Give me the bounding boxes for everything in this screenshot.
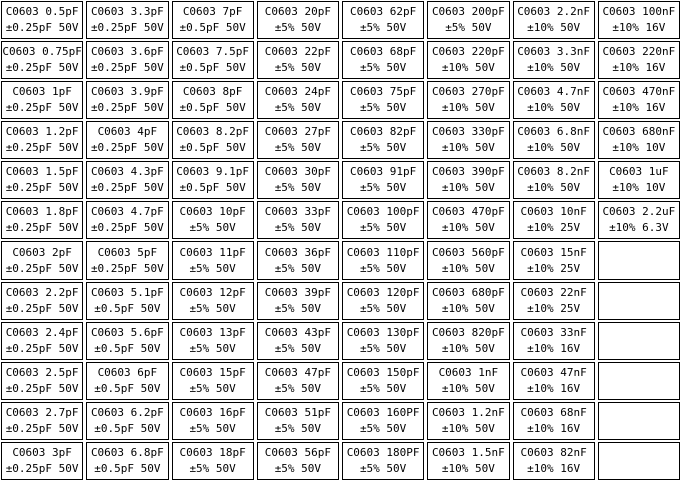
capacitor-cell: [513, 442, 595, 480]
part-label: C0603 5.1pF: [90, 285, 164, 299]
part-label: C0603 5pF: [97, 245, 158, 259]
tolerance-voltage-label: ±10% 16V: [527, 461, 581, 475]
part-label: C0603 7.5pF: [176, 45, 250, 59]
part-label: C0603 2.4pF: [5, 325, 79, 339]
part-label: C0603 22nF: [520, 285, 587, 299]
part-label: C0603 330pF: [431, 125, 505, 139]
part-label: C0603 51pF: [264, 405, 331, 419]
tolerance-voltage-label: ±5% 50V: [274, 381, 322, 395]
capacitor-cell: [427, 81, 509, 119]
tolerance-voltage-label: ±0.25pF 50V: [90, 221, 164, 235]
part-label: C0603 36pF: [264, 245, 331, 259]
part-label: C0603 11pF: [179, 245, 246, 259]
tolerance-voltage-label: ±5% 50V: [359, 461, 407, 475]
capacitor-cell: [1, 322, 83, 360]
part-label: C0603 18pF: [179, 445, 246, 459]
capacitor-cell: [86, 442, 168, 480]
tolerance-voltage-label: ±5% 50V: [274, 141, 322, 155]
tolerance-voltage-label: ±0.5pF 50V: [94, 381, 161, 395]
capacitor-cell: [86, 161, 168, 199]
tolerance-voltage-label: ±5% 50V: [274, 341, 322, 355]
capacitor-cell: [86, 241, 168, 279]
tolerance-voltage-label: ±5% 50V: [359, 341, 407, 355]
tolerance-voltage-label: ±0.5pF 50V: [179, 61, 246, 75]
part-label: C0603 270pF: [431, 85, 505, 99]
capacitor-cell: [598, 201, 680, 239]
capacitor-cell: [257, 161, 339, 199]
capacitor-cell: [257, 362, 339, 400]
part-label: C0603 1.8pF: [5, 205, 79, 219]
capacitor-cell: [1, 241, 83, 279]
part-label: C0603 24pF: [264, 85, 331, 99]
tolerance-voltage-label: ±5% 50V: [274, 181, 322, 195]
part-label: C0603 75pF: [350, 85, 417, 99]
tolerance-voltage-label: ±5% 50V: [359, 381, 407, 395]
tolerance-voltage-label: ±0.25pF 50V: [5, 461, 79, 475]
capacitor-cell: [598, 161, 680, 199]
tolerance-voltage-label: ±0.25pF 50V: [5, 101, 79, 115]
tolerance-voltage-label: ±5% 50V: [274, 101, 322, 115]
part-label: C0603 6.2pF: [90, 405, 164, 419]
part-label: C0603 820pF: [431, 325, 505, 339]
capacitor-cell: [172, 442, 254, 480]
tolerance-voltage-label: ±10% 10V: [612, 141, 666, 155]
capacitor-cell: [257, 201, 339, 239]
tolerance-voltage-label: ±0.25pF 50V: [5, 21, 79, 35]
part-label: C0603 2.2uF: [602, 205, 676, 219]
tolerance-voltage-label: ±0.25pF 50V: [5, 381, 79, 395]
part-label: C0603 3.6pF: [90, 45, 164, 59]
tolerance-voltage-label: ±10% 50V: [441, 101, 495, 115]
capacitor-cell: [172, 81, 254, 119]
tolerance-voltage-label: ±10% 50V: [441, 261, 495, 275]
capacitor-cell: [1, 362, 83, 400]
tolerance-voltage-label: ±5% 50V: [189, 341, 236, 355]
tolerance-voltage-label: ±10% 50V: [441, 421, 495, 435]
part-label: C0603 6pF: [97, 365, 158, 379]
part-label: C0603 2pF: [12, 245, 72, 259]
part-label: C0603 3.9pF: [90, 85, 164, 99]
capacitor-cell: [513, 1, 595, 39]
capacitor-cell: [342, 282, 424, 320]
part-label: C0603 4.7pF: [90, 205, 164, 219]
part-label: C0603 8.2nF: [517, 165, 591, 179]
capacitor-cell: [172, 282, 254, 320]
capacitor-cell: [342, 241, 424, 279]
part-label: C0603 130pF: [346, 325, 420, 339]
tolerance-voltage-label: ±5% 50V: [189, 381, 236, 395]
part-label: C0603 12pF: [179, 285, 246, 299]
tolerance-voltage-label: ±10% 50V: [527, 61, 581, 75]
part-label: C0603 62pF: [350, 5, 417, 19]
part-label: C0603 1nF: [438, 365, 499, 379]
part-label: C0603 3.3pF: [90, 5, 164, 19]
capacitor-cell: [427, 322, 509, 360]
part-label: C0603 8pF: [182, 85, 243, 99]
tolerance-voltage-label: ±0.5pF 50V: [94, 301, 161, 315]
part-label: C0603 10nF: [520, 205, 587, 219]
capacitor-cell: [427, 201, 509, 239]
tolerance-voltage-label: ±10% 50V: [527, 181, 581, 195]
capacitor-cell: [342, 121, 424, 159]
tolerance-voltage-label: ±10% 25V: [527, 261, 581, 275]
capacitor-cell: [86, 282, 168, 320]
capacitor-cell: [257, 41, 339, 79]
part-label: C0603 0.75pF: [2, 45, 82, 59]
part-label: C0603 2.2pF: [5, 285, 79, 299]
tolerance-voltage-label: ±10% 16V: [527, 341, 581, 355]
capacitor-cell: [172, 201, 254, 239]
capacitor-cell: [1, 121, 83, 159]
part-label: C0603 39pF: [264, 285, 331, 299]
part-label: C0603 4.7nF: [517, 85, 591, 99]
tolerance-voltage-label: ±5% 50V: [274, 461, 322, 475]
part-label: C0603 470nF: [602, 85, 676, 99]
tolerance-voltage-label: ±5% 50V: [359, 21, 407, 35]
capacitor-cell: [598, 81, 680, 119]
capacitor-cell: [172, 1, 254, 39]
capacitor-cell: [86, 41, 168, 79]
part-label: C0603 6.8nF: [517, 125, 591, 139]
part-label: C0603 33pF: [264, 205, 331, 219]
tolerance-voltage-label: ±10% 16V: [612, 61, 666, 75]
capacitor-cell: [257, 442, 339, 480]
capacitor-cell: [172, 402, 254, 440]
part-label: C0603 8.2pF: [176, 125, 250, 139]
capacitor-cell: [513, 201, 595, 239]
tolerance-voltage-label: ±10% 50V: [527, 101, 581, 115]
part-label: C0603 33nF: [520, 325, 587, 339]
capacitor-cell: [86, 402, 168, 440]
capacitor-cell: [342, 161, 424, 199]
capacitor-cell: [427, 402, 509, 440]
tolerance-voltage-label: ±10% 50V: [441, 221, 495, 235]
part-label: C0603 1.2nF: [431, 405, 505, 419]
capacitor-cell: [513, 402, 595, 440]
tolerance-voltage-label: ±5% 50V: [274, 61, 322, 75]
capacitor-cell: [1, 402, 83, 440]
tolerance-voltage-label: ±10% 25V: [527, 301, 581, 315]
tolerance-voltage-label: ±5% 50V: [359, 301, 407, 315]
tolerance-voltage-label: ±0.5pF 50V: [179, 181, 246, 195]
part-label: C0603 1pF: [12, 85, 72, 99]
capacitor-cell: [257, 121, 339, 159]
part-label: C0603 4pF: [97, 125, 158, 139]
tolerance-voltage-label: ±0.25pF 50V: [90, 101, 164, 115]
tolerance-voltage-label: ±0.25pF 50V: [5, 261, 79, 275]
tolerance-voltage-label: ±0.25pF 50V: [5, 341, 79, 355]
part-label: C0603 3.3nF: [517, 45, 591, 59]
capacitor-cell: [86, 121, 168, 159]
tolerance-voltage-label: ±5% 50V: [274, 301, 322, 315]
part-label: C0603 160PF: [346, 405, 420, 419]
tolerance-voltage-label: ±5% 50V: [274, 261, 322, 275]
tolerance-voltage-label: ±0.25pF 50V: [5, 141, 79, 155]
tolerance-voltage-label: ±0.5pF 50V: [94, 341, 161, 355]
part-label: C0603 82nF: [520, 445, 587, 459]
part-label: C0603 1.2pF: [5, 125, 79, 139]
part-label: C0603 7pF: [182, 5, 243, 19]
part-label: C0603 150pF: [346, 365, 420, 379]
part-label: C0603 680pF: [431, 285, 505, 299]
capacitor-cell: [257, 402, 339, 440]
capacitor-cell: [1, 282, 83, 320]
capacitor-cell: [513, 121, 595, 159]
tolerance-voltage-label: ±10% 50V: [441, 461, 495, 475]
part-label: C0603 2.7pF: [5, 405, 79, 419]
tolerance-voltage-label: ±0.5pF 50V: [179, 21, 246, 35]
capacitor-cell: [257, 282, 339, 320]
capacitor-cell: [513, 81, 595, 119]
capacitor-cell: [513, 282, 595, 320]
tolerance-voltage-label: ±10% 50V: [527, 21, 581, 35]
part-label: C0603 6.8pF: [90, 445, 164, 459]
tolerance-voltage-label: ±0.25pF 50V: [90, 141, 164, 155]
tolerance-voltage-label: ±0.25pF 50V: [5, 221, 79, 235]
capacitor-cell: [342, 442, 424, 480]
capacitor-cell: [598, 402, 680, 440]
capacitor-cell: [427, 282, 509, 320]
capacitor-cell: [86, 322, 168, 360]
capacitor-cell: [513, 362, 595, 400]
tolerance-voltage-label: ±5% 50V: [359, 141, 407, 155]
capacitor-cell: [598, 121, 680, 159]
capacitor-cell: [598, 41, 680, 79]
part-label: C0603 9.1pF: [176, 165, 250, 179]
part-label: C0603 3pF: [12, 445, 72, 459]
tolerance-voltage-label: ±0.5pF 50V: [94, 421, 161, 435]
tolerance-voltage-label: ±10% 50V: [441, 181, 495, 195]
part-label: C0603 390pF: [431, 165, 505, 179]
capacitor-cell: [342, 402, 424, 440]
tolerance-voltage-label: ±5% 50V: [189, 461, 236, 475]
capacitor-cell: [172, 121, 254, 159]
capacitor-cell: [427, 1, 509, 39]
capacitor-value-grid: [1, 1, 680, 480]
capacitor-cell: [427, 121, 509, 159]
tolerance-voltage-label: ±10% 6.3V: [609, 221, 669, 235]
tolerance-voltage-label: ±0.5pF 50V: [179, 101, 246, 115]
part-label: C0603 1.5pF: [5, 165, 79, 179]
tolerance-voltage-label: ±0.25pF 50V: [5, 301, 79, 315]
capacitor-cell: [86, 1, 168, 39]
part-label: C0603 470pF: [431, 205, 505, 219]
capacitor-cell: [342, 201, 424, 239]
tolerance-voltage-label: ±10% 16V: [527, 421, 581, 435]
part-label: C0603 20pF: [264, 5, 331, 19]
part-label: C0603 68nF: [520, 405, 587, 419]
capacitor-cell: [172, 322, 254, 360]
tolerance-voltage-label: ±0.25pF 50V: [5, 61, 79, 75]
part-label: C0603 10pF: [179, 205, 246, 219]
part-label: C0603 200pF: [431, 5, 505, 19]
tolerance-voltage-label: ±5% 50V: [359, 61, 407, 75]
part-label: C0603 2.2nF: [517, 5, 591, 19]
capacitor-cell: [342, 362, 424, 400]
tolerance-voltage-label: ±5% 50V: [189, 221, 236, 235]
part-label: C0603 220pF: [431, 45, 505, 59]
capacitor-cell: [598, 442, 680, 480]
capacitor-cell: [257, 81, 339, 119]
capacitor-cell: [427, 161, 509, 199]
tolerance-voltage-label: ±0.5pF 50V: [179, 141, 246, 155]
capacitor-cell: [513, 241, 595, 279]
part-label: C0603 680nF: [602, 125, 676, 139]
capacitor-cell: [342, 1, 424, 39]
capacitor-cell: [1, 161, 83, 199]
tolerance-voltage-label: ±5% 50V: [359, 101, 407, 115]
tolerance-voltage-label: ±5% 50V: [189, 301, 236, 315]
tolerance-voltage-label: ±10% 50V: [441, 301, 495, 315]
capacitor-cell: [1, 1, 83, 39]
tolerance-voltage-label: ±10% 50V: [441, 341, 495, 355]
tolerance-voltage-label: ±5% 50V: [359, 221, 407, 235]
tolerance-voltage-label: ±0.25pF 50V: [90, 61, 164, 75]
part-label: C0603 47pF: [264, 365, 331, 379]
capacitor-cell: [257, 322, 339, 360]
capacitor-cell: [172, 41, 254, 79]
tolerance-voltage-label: ±0.25pF 50V: [90, 21, 164, 35]
capacitor-cell: [86, 362, 168, 400]
tolerance-voltage-label: ±5% 50V: [445, 21, 492, 35]
capacitor-cell: [342, 81, 424, 119]
capacitor-cell: [1, 442, 83, 480]
tolerance-voltage-label: ±10% 50V: [441, 141, 495, 155]
part-label: C0603 2.5pF: [5, 365, 79, 379]
capacitor-cell: [86, 81, 168, 119]
capacitor-cell: [513, 161, 595, 199]
capacitor-cell: [598, 362, 680, 400]
tolerance-voltage-label: ±5% 50V: [359, 421, 407, 435]
capacitor-cell: [257, 1, 339, 39]
tolerance-voltage-label: ±10% 50V: [441, 381, 495, 395]
part-label: C0603 43pF: [264, 325, 331, 339]
tolerance-voltage-label: ±5% 50V: [189, 261, 236, 275]
tolerance-voltage-label: ±0.25pF 50V: [90, 261, 164, 275]
part-label: C0603 13pF: [179, 325, 246, 339]
part-label: C0603 22pF: [264, 45, 331, 59]
tolerance-voltage-label: ±10% 16V: [527, 381, 581, 395]
capacitor-cell: [598, 322, 680, 360]
capacitor-cell: [1, 81, 83, 119]
part-label: C0603 27pF: [264, 125, 331, 139]
capacitor-cell: [513, 322, 595, 360]
part-label: C0603 5.6pF: [90, 325, 164, 339]
capacitor-cell: [1, 41, 83, 79]
capacitor-cell: [427, 362, 509, 400]
tolerance-voltage-label: ±10% 50V: [527, 141, 581, 155]
tolerance-voltage-label: ±0.25pF 50V: [5, 181, 79, 195]
tolerance-voltage-label: ±10% 16V: [612, 21, 666, 35]
part-label: C0603 4.3pF: [90, 165, 164, 179]
capacitor-cell: [427, 241, 509, 279]
capacitor-cell: [172, 241, 254, 279]
part-label: C0603 91pF: [350, 165, 417, 179]
capacitor-cell: [513, 41, 595, 79]
part-label: C0603 30pF: [264, 165, 331, 179]
capacitor-cell: [342, 41, 424, 79]
part-label: C0603 16pF: [179, 405, 246, 419]
part-label: C0603 15nF: [520, 245, 587, 259]
capacitor-cell: [598, 1, 680, 39]
tolerance-voltage-label: ±5% 50V: [274, 21, 322, 35]
part-label: C0603 120pF: [346, 285, 420, 299]
capacitor-cell: [598, 241, 680, 279]
part-label: C0603 47nF: [520, 365, 587, 379]
capacitor-cell: [342, 322, 424, 360]
tolerance-voltage-label: ±5% 50V: [274, 221, 322, 235]
tolerance-voltage-label: ±5% 50V: [189, 421, 236, 435]
tolerance-voltage-label: ±10% 16V: [612, 101, 666, 115]
part-label: C0603 100nF: [602, 5, 676, 19]
tolerance-voltage-label: ±0.25pF 50V: [5, 421, 79, 435]
tolerance-voltage-label: ±10% 50V: [441, 61, 495, 75]
capacitor-cell: [172, 362, 254, 400]
tolerance-voltage-label: ±5% 50V: [359, 261, 407, 275]
part-label: C0603 560pF: [431, 245, 505, 259]
capacitor-cell: [1, 201, 83, 239]
part-label: C0603 110pF: [346, 245, 420, 259]
tolerance-voltage-label: ±0.5pF 50V: [94, 461, 161, 475]
tolerance-voltage-label: ±0.25pF 50V: [90, 181, 164, 195]
tolerance-voltage-label: ±10% 25V: [527, 221, 581, 235]
capacitor-cell: [427, 41, 509, 79]
part-label: C0603 0.5pF: [5, 5, 79, 19]
part-label: C0603 220nF: [602, 45, 676, 59]
part-label: C0603 1uF: [609, 165, 669, 179]
part-label: C0603 180PF: [346, 445, 420, 459]
tolerance-voltage-label: ±5% 50V: [274, 421, 322, 435]
part-label: C0603 56pF: [264, 445, 331, 459]
part-label: C0603 15pF: [179, 365, 246, 379]
capacitor-cell: [427, 442, 509, 480]
part-label: C0603 82pF: [350, 125, 417, 139]
capacitor-cell: [257, 241, 339, 279]
capacitor-cell: [172, 161, 254, 199]
capacitor-cell: [598, 282, 680, 320]
part-label: C0603 100pF: [346, 205, 420, 219]
tolerance-voltage-label: ±5% 50V: [359, 181, 407, 195]
part-label: C0603 1.5nF: [431, 445, 505, 459]
tolerance-voltage-label: ±10% 10V: [612, 181, 666, 195]
capacitor-cell: [86, 201, 168, 239]
part-label: C0603 68pF: [350, 45, 417, 59]
